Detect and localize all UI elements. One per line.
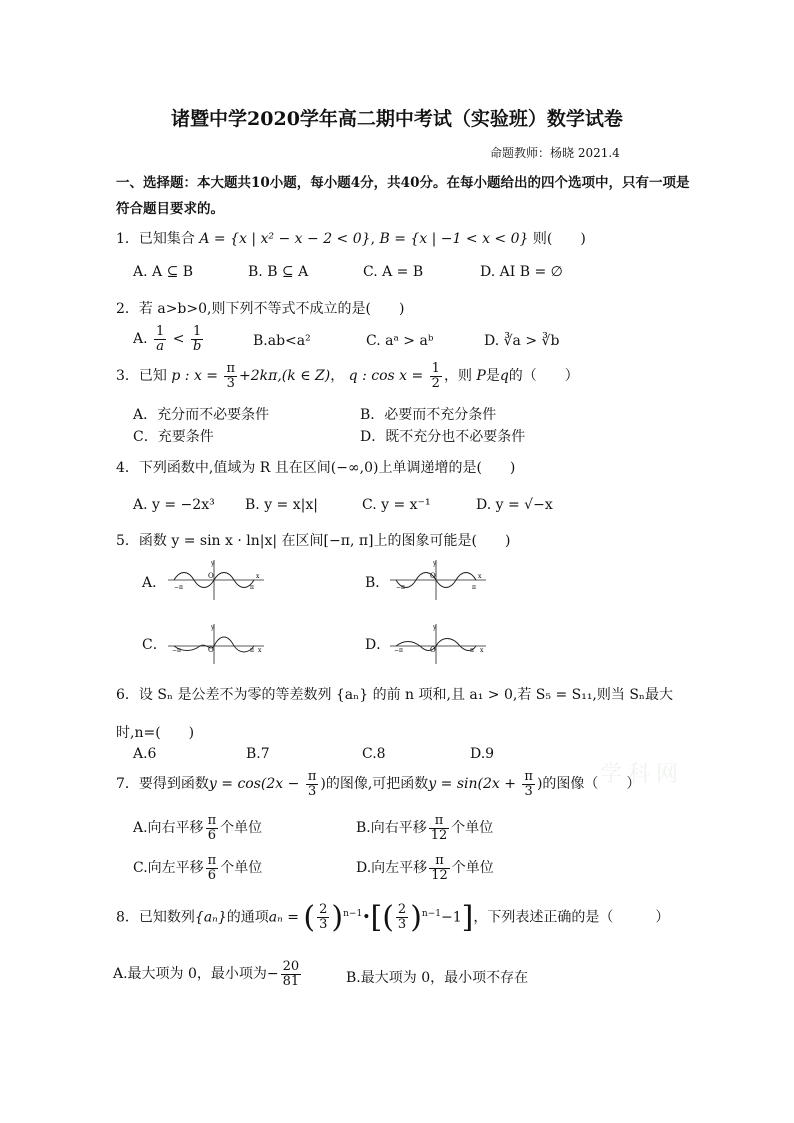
question-3: 3．已知 p : x = $\frac{\pi}{3}$ +2kπ,(k ∈ Z)， q : cos x = $\frac{1}{2}$ ，则 P是q的（ ） xyxy=(116,361,579,391)
watermark: 学科网 xyxy=(600,762,685,787)
q2-option-c[interactable]: C. aᵃ > aᵇ xyxy=(366,333,434,349)
q3-option-b[interactable]: B．必要而不充分条件 xyxy=(360,407,497,423)
graph-a[interactable] xyxy=(168,558,268,600)
q7-option-d[interactable]: D.向左平移 $\frac{\pi}{12}$ 个单位 xyxy=(356,853,494,883)
q5-option-c[interactable]: C． xyxy=(142,637,167,653)
question-8: 8．已知数列{aₙ}的通项aₙ = ( $\frac{2}{3}$ )$^{n-1}$•[( $\frac{2}{3}$ )$^{n-1}$−1]，下列表述正确的是（ ） xyxy=(116,900,670,935)
svg-text:y: y xyxy=(433,560,437,567)
q4-option-b[interactable]: B. y = x|x| xyxy=(245,497,318,513)
graph-c[interactable] xyxy=(168,622,268,664)
q2-option-a[interactable]: A. $\frac{1}{a}$ < $\frac{1}{b}$ xyxy=(133,324,202,354)
q7-option-a[interactable]: A.向右平移 $\frac{\pi}{6}$ 个单位 xyxy=(133,813,263,843)
svg-text:−π: −π xyxy=(174,584,183,591)
svg-text:π: π xyxy=(470,647,474,654)
svg-text:y: y xyxy=(433,624,437,631)
question-6-cont: 时,n=( ) xyxy=(116,725,195,741)
svg-text:x: x xyxy=(480,647,484,654)
svg-text:O: O xyxy=(430,572,436,580)
question-2: 2．若 a>b>0,则下列不等式不成立的是( ) xyxy=(116,301,405,317)
graph-b[interactable] xyxy=(390,558,490,600)
fraction: $\frac{1}{a}$ xyxy=(156,324,165,354)
q4-option-d[interactable]: D. y = √−x xyxy=(476,497,553,513)
svg-text:−π: −π xyxy=(396,584,405,591)
q1-set-a: A = {x | x² − x − 2 < 0} xyxy=(199,231,371,247)
section-heading: 一、选择题：本大题共10小题，每小题4分，共40分。在每小题给出的四个选项中，只有一项是符合题目要求的。 xyxy=(116,175,690,217)
svg-text:−π: −π xyxy=(172,647,181,654)
svg-text:π: π xyxy=(472,584,476,591)
q6-option-c[interactable]: C.8 xyxy=(362,746,386,762)
q1-option-b[interactable]: B. B ⊆ A xyxy=(248,264,309,280)
fraction: $\frac{1}{b}$ xyxy=(192,324,202,354)
q1-stem-b: 则( ) xyxy=(532,231,586,247)
q7-option-b[interactable]: B.向右平移 $\frac{\pi}{12}$ 个单位 xyxy=(356,813,494,843)
q6-option-b[interactable]: B.7 xyxy=(246,746,270,762)
q6-option-d[interactable]: D.9 xyxy=(470,746,495,762)
graph-d[interactable] xyxy=(390,622,490,664)
svg-text:x: x xyxy=(478,573,482,580)
question-1: 1．已知集合 A = {x | x² − x − 2 < 0}, B = {x | −1 < x < 0} 则( ) xyxy=(116,231,586,247)
q4-option-c[interactable]: C. y = x⁻¹ xyxy=(362,497,431,513)
q1-set-b: B = {x | −1 < x < 0} xyxy=(379,231,529,247)
q3-option-c[interactable]: C．充要条件 xyxy=(133,429,214,445)
origin-label: O xyxy=(208,572,214,580)
q8-option-b[interactable]: B.最大项为 0，最小项不存在 xyxy=(346,970,529,986)
q1-option-d[interactable]: D. AI B = ∅ xyxy=(480,264,563,280)
svg-text:x: x xyxy=(258,647,262,654)
q1-stem-a: 1．已知集合 xyxy=(116,231,195,247)
svg-text:−π: −π xyxy=(394,647,403,654)
question-4: 4．下列函数中,值域为 R 且在区间(−∞,0)上单调递增的是( ) xyxy=(116,460,516,476)
q5-option-b[interactable]: B． xyxy=(365,575,390,591)
q5-option-d[interactable]: D． xyxy=(365,637,391,653)
q1-option-c[interactable]: C. A = B xyxy=(363,264,424,280)
svg-text:x: x xyxy=(256,573,260,580)
q4-option-a[interactable]: A. y = −2x³ xyxy=(133,497,215,513)
q1-option-a[interactable]: A. A ⊆ B xyxy=(133,264,194,280)
svg-text:π: π xyxy=(250,647,254,654)
q5-option-a[interactable]: A． xyxy=(142,575,167,591)
page-title: 诸暨中学2020学年高二期中考试（实验班）数学试卷 xyxy=(171,108,623,130)
q2-option-b[interactable]: B.ab<a² xyxy=(253,333,311,349)
svg-text:O: O xyxy=(208,646,214,654)
question-7: 7．要得到函数y = cos(2x − $\frac{\pi}{3}$ )的图像,可把函数y = sin(2x + $\frac{\pi}{3}$ )的图像（ ） xyxy=(116,769,641,799)
svg-text:O: O xyxy=(430,646,436,654)
svg-text:π: π xyxy=(250,584,254,591)
q3-option-a[interactable]: A．充分而不必要条件 xyxy=(133,407,270,423)
svg-text:y: y xyxy=(211,624,215,631)
svg-text:y: y xyxy=(211,560,215,567)
question-5: 5．函数 y = sin x · ln|x| 在区间[−π, π]上的图象可能是( ) xyxy=(116,533,511,549)
q6-option-a[interactable]: A.6 xyxy=(133,746,157,762)
author-line: 命题教师：杨晓 2021.4 xyxy=(490,146,620,160)
question-6: 6．设 Sₙ 是公差不为零的等差数列 {aₙ} 的前 n 项和,且 a₁ > 0,若 S₅ = S₁₁,则当 Sₙ最大 xyxy=(116,687,673,703)
q8-option-a[interactable]: A.最大项为 0，最小项为− $\frac{20}{81}$ xyxy=(113,959,300,989)
q7-option-c[interactable]: C.向左平移 $\frac{\pi}{6}$ 个单位 xyxy=(133,853,263,883)
q3-option-d[interactable]: D．既不充分也不必要条件 xyxy=(360,429,526,445)
q2-option-d[interactable]: D. ∛a > ∛b xyxy=(484,333,560,349)
